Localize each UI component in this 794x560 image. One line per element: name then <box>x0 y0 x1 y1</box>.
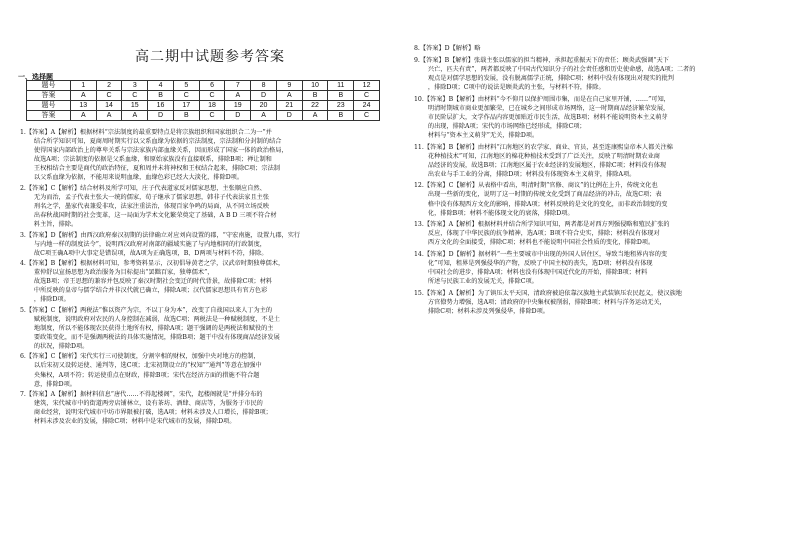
answer-table-cell: 22 <box>302 101 328 111</box>
answer-table-cell: B <box>328 91 354 101</box>
answer-table-cell: C <box>199 91 225 101</box>
explanation-line: 中所反映的皇帝与儒学结合并非汉代就已确立，排除A项；汉代儒家思想具有官方色彩 <box>28 287 268 295</box>
answer-table-header-cell: 答案 <box>27 91 71 101</box>
answer-table-cell: 24 <box>354 101 380 111</box>
explanation-line: 6.【答案】C【解析】宋代实行三司使制度，分割宰相的财权，加强中央对地方的控制， <box>20 353 260 361</box>
explanation-line: 花种植技术”可知，江南地区的棉花种植技术受到了广泛关注，反映了明清时期农业商 <box>422 152 660 160</box>
explanation-line: 11.【答案】B【解析】由材料“江南地区的农学家、商业、官员，甚至连康熙皇帝本人都关注棉 <box>414 143 673 151</box>
answer-table-cell: 4 <box>148 81 174 91</box>
answer-table-cell: C <box>173 91 199 101</box>
answer-explanation <box>414 143 780 179</box>
explanation-line: 市民阶层扩大，文学作品内容更加贴近市民生活，故选B项；材料不能说明资本主义萌芽 <box>422 113 668 121</box>
explanation-line: 材料未涉及农业的发展，排除C项；材料中是宋代城市的发展，排除D项。 <box>28 418 236 426</box>
explanation-line: 12.【答案】C【解析】从表格中看出，明清时期“官修、商议”的比例在上升，传统文化也 <box>414 182 658 190</box>
explanation-line: 5.【答案】C【解析】两税法“惟以资产为宗，不以丁身为本”，改变了自战国以来人丁为主的 <box>20 306 273 314</box>
explanation-line: 13.【答案】A【解析】根据材料并结合所学知识可知，两者都是对西方列强侵略和殖民扩张的 <box>414 221 670 229</box>
answer-explanation <box>20 259 392 304</box>
explanation-line: 兴亡，匹夫有责”，两者都反映了中国古代知识分子的社会责任感和历史使命感，故选A项；二者的 <box>422 65 696 73</box>
explanation-line: 故选B项；帝王思想的兼容并包反映了秦汉时期社会变迁的时代背景，故排除C项；材料 <box>28 278 273 286</box>
answer-table-header-cell: 答案 <box>27 111 71 121</box>
answer-table-row <box>27 91 380 101</box>
answer-table-cell: 2 <box>96 81 122 91</box>
explanation-line: 3.【答案】D【解析】由西汉政府秦汉初期的法律确立对应刘向设置的郡，“守宏南施，设置九郡，实行 <box>20 231 301 239</box>
answer-table-cell: C <box>354 111 380 121</box>
answer-table-cell: B <box>148 91 174 101</box>
answer-table-cell: 8 <box>251 81 277 91</box>
answer-explanation <box>20 306 392 351</box>
answer-table-cell: 21 <box>276 101 302 111</box>
explanation-line: 央集权，A项不符；转运使重点在财政，排除B项；宋代在经济方面的措施不符合题 <box>28 371 260 379</box>
answer-explanation <box>414 181 780 217</box>
answer-table-cell: C <box>96 91 122 101</box>
answer-explanation <box>20 231 392 258</box>
answer-table-cell: B <box>328 111 354 121</box>
answer-explanation <box>20 184 392 229</box>
explanation-line: 董仲舒以宣扬思想为政治服务为目标提出“罢黜百家，独尊儒术”， <box>28 269 214 277</box>
answer-table-cell: 18 <box>199 101 225 111</box>
explanation-line: 以后宋初又设转运使、通判等，选C项；北宋初期设立的“权知”“通判”等意在加强中 <box>28 362 262 370</box>
explanation-line: 地制度，所以不能体现农民获得土地所有权，排除A项；题干强调的是两税法和赋役的主 <box>28 324 274 332</box>
explanation-line: 反应，体现了中华民族的抗争精神，选A项；B项不符合史实，排除；材料没有体现对 <box>422 230 660 238</box>
answer-table-cell: D <box>225 111 251 121</box>
answer-table-cell: A <box>70 91 96 101</box>
answer-table-cell: 14 <box>96 101 122 111</box>
answer-table-cell: 6 <box>199 81 225 91</box>
answer-table-cell: 7 <box>225 81 251 91</box>
explanation-line: 与内地一样的制度法令”，说明西汉政府对南部的疆域实施了与内地相同的行政制度， <box>28 240 266 248</box>
explanation-line: ，排除D项；C项中的说法是顾炎武的主张，与材料不符，排除。 <box>422 83 605 91</box>
explanation-line: 王权相结合主要是商代的政治特征，夏和周并未将神权和王权结合起来，排除C项；宗法制 <box>28 165 280 173</box>
answer-table-row <box>27 81 380 91</box>
answer-explanation <box>414 250 780 286</box>
explanation-line: 商业经营，说明宋代城市中坊市界限被打破，选A项；材料未涉及人口增长，排除B项； <box>28 409 272 417</box>
answer-explanation <box>414 44 780 53</box>
explanation-line: 出现一些新的变化，说明了这一时期的传统文化受到了商品经济的冲击，故选C项；表 <box>422 191 662 199</box>
explanation-line: 材料与“资本主义萌芽”无关，排除D项。 <box>422 131 539 139</box>
explanation-line: 出农业与手工业的分离，排除D项；材料没有体现资本主义萌芽，排除A项。 <box>422 170 636 178</box>
answer-table-cell: B <box>302 91 328 101</box>
answer-table-cell: A <box>225 91 251 101</box>
answer-table-cell: 19 <box>225 101 251 111</box>
explanation-line: 料主旨，排除。 <box>28 221 78 229</box>
explanation-line: 2.【答案】C【解析】结合材料及所学可知，庄子代表道家反对儒家思想，主张顺应自然、 <box>20 184 266 192</box>
answer-table-cell: A <box>276 91 302 101</box>
explanation-line: 排除C项；材料未涉及列强侵华，排除D项。 <box>422 308 549 316</box>
answer-table-cell: 20 <box>251 101 277 111</box>
explanation-line: 以父系血缘为依据，不能用来说明血缘，血缘色彩已经大大淡化，排除D项。 <box>28 174 244 182</box>
answer-table-cell: A <box>96 111 122 121</box>
explanation-line: 7.【答案】A【解析】据材料信息“唐代……不得起楼阁”，宋代，起楼阁就是“并排分布的 <box>20 391 263 398</box>
explanation-line: ，排除D项。 <box>28 296 70 304</box>
explanation-line: 格中没有体现西方文化的影响，排除A项；材料反映的是文化的变化，而非政治制度的变 <box>422 200 668 208</box>
answer-explanation <box>20 352 392 388</box>
answer-explanation <box>414 289 780 316</box>
explanation-line: 使得国家内部政治上的尊卑关系与宗法家族内部血缘关系，因而形成了国家一体的政治格局， <box>28 147 288 155</box>
answer-table-cell: 13 <box>70 101 96 111</box>
explanation-line: 建筑，宋代城市中的街道两旁店铺林立，设有茶坊、酒肆、商店等，为服务于市民的 <box>28 400 263 408</box>
section-heading: 一、选择题 <box>18 73 53 81</box>
document-title: 高二期中试题参考答案 <box>135 49 285 65</box>
explanation-line: 14.【答案】D【解析】据材料“一些主要城市中出现的外国人居住区，导致当地租界内容的变 <box>414 251 668 259</box>
answer-table-cell: 9 <box>276 81 302 91</box>
explanation-line: 4.【答案】B【解析】根据材料可知，参考资料显示，汉初倡导黄老之学，汉武帝时期独尊儒术， <box>20 260 285 267</box>
explanation-line: 10.【答案】B【解析】由材料“今不仰月以保护周围市集，而是在自己家里开铺，……”可知， <box>414 95 670 103</box>
answer-table-cell: 17 <box>173 101 199 111</box>
explanation-line: 中国社会的进步，排除A项；材料也没有体现中国近代化的开始，排除B项；材料 <box>422 269 648 277</box>
explanation-line: 要政策变化，而不是强调两税法的具体实施情况，排除B项；题干中没有体现商品经济发展 <box>28 333 280 341</box>
answer-table-cell: 3 <box>122 81 148 91</box>
answer-table-cell: 10 <box>302 81 328 91</box>
answer-table-cell: 16 <box>148 101 174 111</box>
explanation-line: 无为而治，孟子代表主张大一统的儒家，荀子继承了儒家思想，韩非子代表法家且主张 <box>28 193 270 201</box>
answer-table-cell: B <box>173 111 199 121</box>
explanation-line: 故选A项；宗法制度的依据是父系血缘，和原始家族没有直接联系，排除B项；禅让制和 <box>28 156 272 164</box>
answer-table-cell: D <box>276 111 302 121</box>
explanation-line: 出春秋战国时期的社会变革，这一局面为学术文化繁荣奠定了基础，A B D 三项不符合材 <box>28 212 277 220</box>
explanation-line: 刑名之学，墨家代表兼爱非攻，法家注重法治，体现百家争鸣的局面，从不同立场反映 <box>28 202 270 210</box>
explanation-line: 化”可知，租界是列强侵华的产物，反映了中国主权的丧失，选D项；材料没有体现 <box>422 260 653 268</box>
explanation-line: 8.【答案】D【解析】略 <box>414 45 481 52</box>
answer-table-header-cell: 题号 <box>27 101 71 111</box>
answer-table-cell: 23 <box>328 101 354 111</box>
explanation-line: 意，排除D项。 <box>28 380 76 388</box>
explanation-line: 1.【答案】A【解析】根据材料“宗法制度的最重要特点是将宗族组织和国家组织合二为一”并 <box>20 129 272 136</box>
explanation-line: 的出现，排除A项；宋代的市场网络已经形成，排除C项； <box>422 122 586 130</box>
answer-table-cell: A <box>251 111 277 121</box>
answer-table-row <box>27 111 380 121</box>
explanation-line: 15.【答案】A【解析】为了镇压太平天国，清政府被迫依靠汉族地主武装镇压农民起义，使汉族地 <box>414 290 682 297</box>
explanation-line: 故C项王确A项中大事定是错误项，故A项为正确选项，B、D两项与材料不符，排除。 <box>28 249 268 257</box>
answer-table <box>26 80 380 121</box>
answer-explanation <box>20 390 392 426</box>
explanation-line: 品经济的发展，故选B项；江南地区属于农业经济的发展地区，排除C项；材料没有体现 <box>422 161 667 169</box>
answer-table-cell: D <box>148 111 174 121</box>
answer-table-cell: C <box>199 111 225 121</box>
answer-table-cell: 12 <box>354 81 380 91</box>
answer-explanation <box>414 220 780 247</box>
answer-table-cell: A <box>302 111 328 121</box>
explanation-line: 结合所学知识可知，夏商周时期实行以父系血缘为依据的宗法制度，宗法制和分封制的结合 <box>28 138 282 146</box>
answer-explanation <box>414 56 780 92</box>
explanation-line: 赋税制度，说明政府对农民的人身控制在减弱，故选C项；两税法是一种赋税制度，不是土 <box>28 315 280 323</box>
explanation-line: 的状况，排除D项。 <box>28 343 89 351</box>
explanation-line: 西方文化的全面接受，排除C项；材料也不能说明中国社会性质的变化，排除D项。 <box>422 239 655 247</box>
answer-explanation <box>414 95 780 140</box>
answer-table-cell: A <box>70 111 96 121</box>
answer-table-cell: 11 <box>328 81 354 91</box>
answer-explanation <box>20 128 392 183</box>
answer-table-cell: 1 <box>70 81 96 91</box>
answer-table-cell: 15 <box>122 101 148 111</box>
answer-table-cell: A <box>122 111 148 121</box>
answer-table-cell: D <box>251 91 277 101</box>
answer-table-cell: C <box>122 91 148 101</box>
answer-table-header-cell: 题号 <box>27 81 71 91</box>
explanation-line: 明清时期城市商业更加繁荣，已在城乡之间形成市场网络，这一时期商品经济繁荣发展， <box>422 104 670 112</box>
explanation-line: 方官僚势力增强，选A项；清政府的中央集权被削弱，排除B项；材料与洋务运动无关， <box>422 299 666 307</box>
answer-table-row <box>27 101 380 111</box>
explanation-line: 所述与民族工业的发展无关，排除C项。 <box>422 278 538 286</box>
answer-table-cell: C <box>354 91 380 101</box>
explanation-line: 观点是对儒学思想的发展，没有脱离儒学正统，排除C项；材料中没有体现出对现实的批判 <box>422 74 674 82</box>
explanation-line: 9.【答案】B【解析】张载主张以儒家的担当精神，承担起重振天下的责任；顾炎武强调“天下 <box>414 56 669 64</box>
answer-table-cell: 5 <box>173 81 199 91</box>
explanation-line: 化，排除B项；材料不能体现文化的衰落，排除D项。 <box>422 209 574 217</box>
